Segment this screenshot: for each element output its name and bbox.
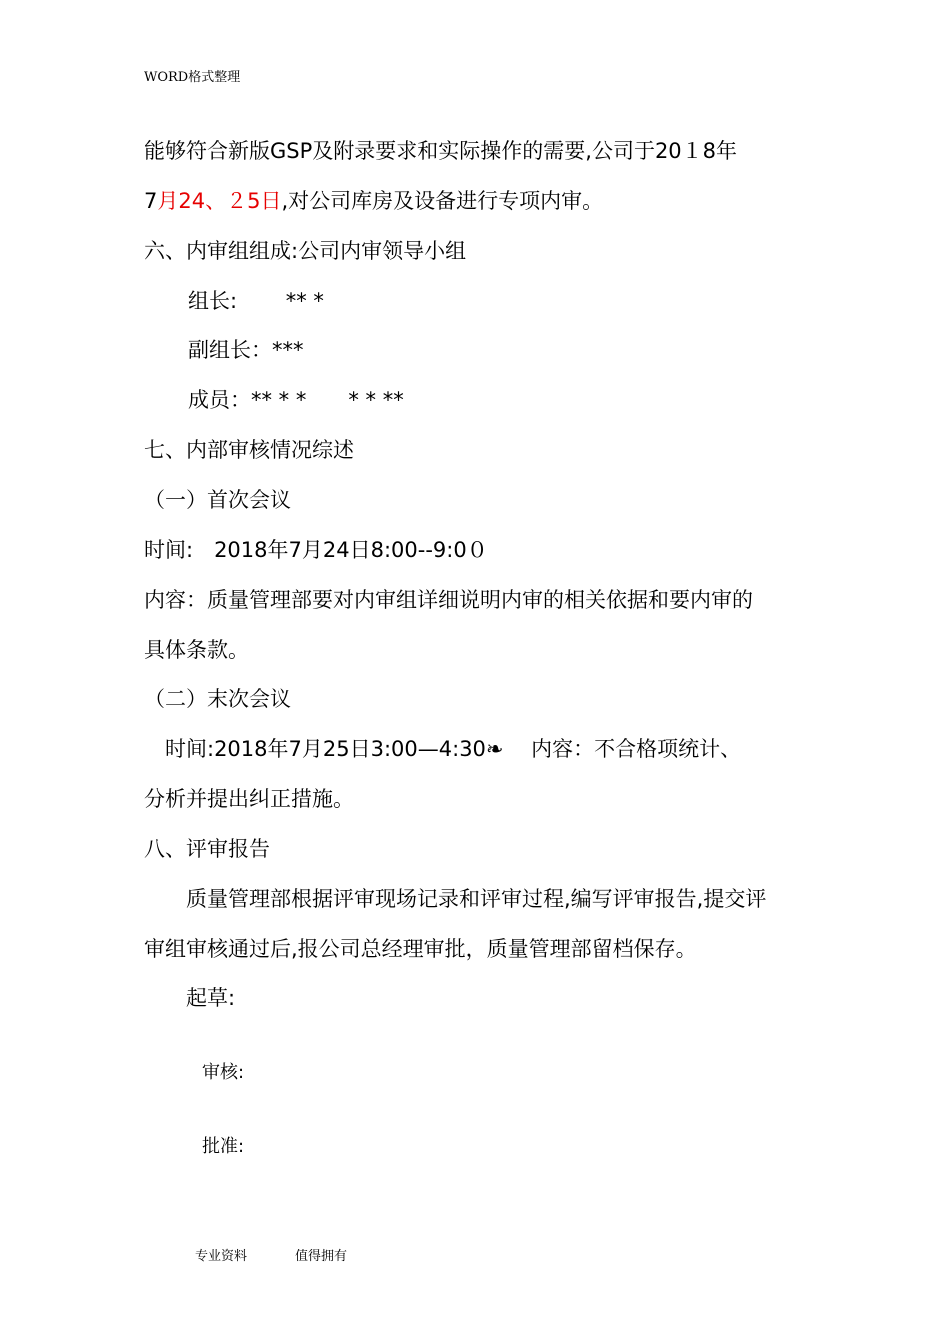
paragraph-line: 分析并提出纠正措施。 (144, 787, 354, 811)
approve-signature-label: 批准: (202, 1136, 245, 1157)
highlighted-date: 月24、２5日 (157, 189, 282, 213)
page-header: WORD格式整理 (144, 70, 241, 85)
review-signature-label: 审核: (202, 1062, 245, 1083)
paragraph-line (144, 187, 603, 215)
paragraph-line: 能够符合新版GSP及附录要求和实际操作的需要,公司于20１8年 (144, 139, 738, 163)
section-heading: 六、内审组组成:公司内审领导小组 (144, 239, 467, 263)
section-heading: 七、内部审核情况综述 (144, 438, 354, 462)
members-line: 成员：** * * * * ** (188, 388, 404, 412)
footer-left: 专业资料 (195, 1249, 248, 1264)
text-run: ,对公司库房及设备进行专项内审。 (281, 189, 604, 213)
paragraph-line: 审组审核通过后,报公司总经理审批，质量管理部留档保存。 (144, 937, 697, 961)
paragraph-line: 内容：质量管理部要对内审组详细说明内审的相关依据和要内审的 (144, 588, 753, 612)
meeting-time: 时间: 2018年7月24日8:00--9:0０ (144, 538, 488, 562)
meeting-time: 时间:2018年7月25日3:00—4:30❧ 内容：不合格项统计、 (144, 737, 742, 761)
paragraph-line: 质量管理部根据评审现场记录和评审过程,编写评审报告,提交评 (144, 887, 767, 911)
leader-line: 组长: ** * (188, 289, 324, 313)
section-heading: 八、评审报告 (144, 837, 270, 861)
paragraph-line: 具体条款。 (144, 638, 249, 662)
subsection-heading: （二）末次会议 (144, 687, 291, 711)
text-run: 7 (144, 189, 158, 213)
footer-right: 值得拥有 (295, 1249, 348, 1264)
draft-signature-label: 起草: (144, 986, 236, 1010)
deputy-line: 副组长：*** (188, 338, 304, 362)
subsection-heading: （一）首次会议 (144, 488, 291, 512)
